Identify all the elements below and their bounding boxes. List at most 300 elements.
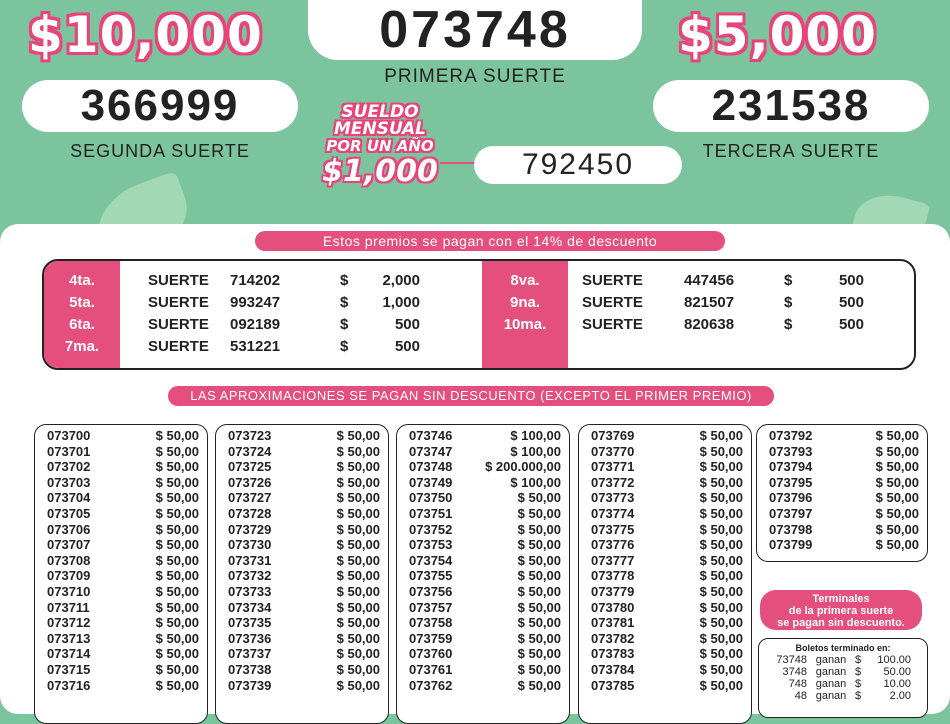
approx-amount: $ 50,00 xyxy=(875,443,919,459)
approx-row xyxy=(409,444,561,460)
approx-row xyxy=(591,444,743,460)
approx-row xyxy=(769,537,919,553)
approx-row xyxy=(769,522,919,538)
approx-row xyxy=(228,522,380,538)
approx-number: 073758 xyxy=(409,615,453,631)
minor-prize-amount: 1,000 xyxy=(382,293,420,311)
monthly-salary-line2: MENSUAL xyxy=(333,119,427,139)
approx-amount: $ 50,00 xyxy=(155,474,199,490)
approx-row xyxy=(591,568,743,584)
approx-row xyxy=(591,506,743,522)
monthly-salary-badge xyxy=(310,104,450,189)
approx-number: 073734 xyxy=(228,599,272,615)
approx-amount: $ 50,00 xyxy=(875,521,919,537)
approx-row xyxy=(769,459,919,475)
minor-prize-word: SUERTE xyxy=(148,293,209,311)
approx-row xyxy=(409,459,561,475)
approx-row xyxy=(591,522,743,538)
approx-number: 073735 xyxy=(228,615,272,631)
approx-amount: $ 50,00 xyxy=(336,630,380,646)
terminal-amount: 10.00 xyxy=(883,678,911,690)
minor-prize-row xyxy=(482,269,912,291)
approx-amount: $ 50,00 xyxy=(517,537,561,553)
terminal-currency: $ xyxy=(855,690,862,702)
approx-row xyxy=(409,428,561,444)
approx-amount: $ 50,00 xyxy=(699,428,743,443)
approx-row xyxy=(769,444,919,460)
approx-row xyxy=(47,631,199,647)
approx-number: 073739 xyxy=(228,677,272,693)
minor-prize-word: SUERTE xyxy=(148,315,209,333)
approx-amount: $ 50,00 xyxy=(336,537,380,553)
approx-amount: $ 50,00 xyxy=(336,568,380,584)
approx-number: 073798 xyxy=(769,521,813,537)
approx-number: 073702 xyxy=(47,459,91,475)
minor-prize-currency: $ xyxy=(340,293,349,311)
approx-number: 073795 xyxy=(769,474,813,490)
approx-amount: $ 50,00 xyxy=(336,521,380,537)
approx-row xyxy=(591,584,743,600)
minor-prize-row xyxy=(44,269,482,291)
approx-row xyxy=(47,662,199,678)
minor-prize-ordinal: 8va. xyxy=(510,271,540,289)
approx-number: 073757 xyxy=(409,599,453,615)
approx-amount: $ 50,00 xyxy=(155,505,199,521)
approx-row xyxy=(591,631,743,647)
approx-amount: $ 50,00 xyxy=(517,677,561,693)
approx-number: 073712 xyxy=(47,615,91,631)
approx-number: 073783 xyxy=(591,646,635,662)
minor-prize-currency: $ xyxy=(784,315,793,333)
approx-number: 073716 xyxy=(47,677,91,693)
approx-amount: $ 50,00 xyxy=(155,443,199,459)
approx-row xyxy=(769,506,919,522)
approx-number: 073776 xyxy=(591,537,635,553)
approx-number: 073775 xyxy=(591,521,635,537)
terminal-word: ganan xyxy=(815,654,847,666)
approx-row xyxy=(769,490,919,506)
approx-amount: $ 50,00 xyxy=(699,443,743,459)
approx-number: 073799 xyxy=(769,537,813,553)
terminals-header: Boletos terminado en: xyxy=(795,643,891,653)
minor-prize-amount: 500 xyxy=(838,271,864,289)
approx-row xyxy=(47,506,199,522)
approx-row xyxy=(47,537,199,553)
approx-row xyxy=(409,553,561,569)
approx-number: 073707 xyxy=(47,537,91,553)
terminal-currency: $ xyxy=(855,654,862,666)
approx-amount: $ 50,00 xyxy=(155,552,199,568)
approx-number: 073796 xyxy=(769,490,813,506)
approx-amount: $ 50,00 xyxy=(699,459,743,475)
approx-number: 073793 xyxy=(769,443,813,459)
approx-number: 073761 xyxy=(409,661,453,677)
terminals-note-line2: de la primera suerte xyxy=(788,605,894,617)
approx-row xyxy=(591,475,743,491)
minor-prize-ordinal: 4ta. xyxy=(69,271,95,289)
terminal-digits: 3748 xyxy=(782,666,807,678)
approx-number: 073794 xyxy=(769,459,813,475)
approx-row xyxy=(228,568,380,584)
monthly-salary-number: 792450 xyxy=(521,148,635,181)
minor-prizes-right xyxy=(482,269,912,335)
approx-amount: $ 50,00 xyxy=(336,490,380,506)
approx-number: 073782 xyxy=(591,630,635,646)
approx-row xyxy=(47,522,199,538)
minor-prize-amount: 500 xyxy=(394,315,420,333)
approx-number: 073726 xyxy=(228,474,272,490)
approx-amount: $ 50,00 xyxy=(699,583,743,599)
approx-number: 073705 xyxy=(47,505,91,521)
approx-amount: $ 50,00 xyxy=(336,443,380,459)
approx-row xyxy=(47,428,199,444)
approx-number: 073779 xyxy=(591,583,635,599)
approx-row xyxy=(47,600,199,616)
approx-number: 073753 xyxy=(409,537,453,553)
approx-row xyxy=(591,553,743,569)
minor-prize-ordinal: 9na. xyxy=(509,293,540,311)
approx-amount: $ 50,00 xyxy=(517,599,561,615)
approx-row xyxy=(409,522,561,538)
minor-prize-amount: 500 xyxy=(838,293,864,311)
approx-amount: $ 50,00 xyxy=(155,568,199,584)
terminals-note xyxy=(760,590,922,630)
approx-row xyxy=(228,490,380,506)
terminal-amount: 2.00 xyxy=(889,690,911,702)
terminal-word: ganan xyxy=(815,666,847,678)
third-prize-number: 231538 xyxy=(711,81,871,130)
approx-amount: $ 50,00 xyxy=(155,630,199,646)
minor-prize-currency: $ xyxy=(340,337,349,355)
approx-row xyxy=(47,444,199,460)
approx-number: 073785 xyxy=(591,677,635,693)
minor-prize-word: SUERTE xyxy=(582,271,643,289)
approx-number: 073773 xyxy=(591,490,635,506)
approx-amount: $ 50,00 xyxy=(155,677,199,693)
minor-prize-word: SUERTE xyxy=(148,337,209,355)
second-prize-label: SEGUNDA SUERTE xyxy=(70,141,250,161)
terminal-row xyxy=(759,690,927,702)
approx-number: 073759 xyxy=(409,630,453,646)
minor-prize-row xyxy=(44,291,482,313)
minor-prize-amount: 500 xyxy=(838,315,864,333)
terminal-digits: 48 xyxy=(794,690,807,702)
approx-amount: $ 50,00 xyxy=(875,428,919,443)
approx-amount: $ 50,00 xyxy=(517,490,561,506)
approx-amount: $ 50,00 xyxy=(699,646,743,662)
approx-amount: $ 50,00 xyxy=(699,490,743,506)
approx-amount: $ 50,00 xyxy=(517,630,561,646)
approx-amount: $ 50,00 xyxy=(336,661,380,677)
approx-row xyxy=(47,475,199,491)
approx-amount: $ 50,00 xyxy=(875,505,919,521)
first-prize-label: PRIMERA SUERTE xyxy=(384,66,566,87)
approx-amount: $ 50,00 xyxy=(699,505,743,521)
approx-amount: $ 50,00 xyxy=(155,583,199,599)
approx-row xyxy=(228,662,380,678)
approx-row xyxy=(228,615,380,631)
approx-column xyxy=(396,424,570,724)
approx-number: 073769 xyxy=(591,428,635,443)
approx-number: 073778 xyxy=(591,568,635,584)
minor-prize-ordinal: 7ma. xyxy=(64,337,100,355)
minor-prize-ordinal: 10ma. xyxy=(503,315,547,333)
first-prize-number-pill xyxy=(308,0,642,60)
minor-prize-row xyxy=(482,313,912,335)
minor-prize-currency: $ xyxy=(340,271,349,289)
approx-amount: $ 50,00 xyxy=(336,459,380,475)
approx-row xyxy=(228,459,380,475)
approx-row xyxy=(409,662,561,678)
approx-row xyxy=(409,678,561,694)
approx-number: 073736 xyxy=(228,630,272,646)
approx-number: 073723 xyxy=(228,428,272,443)
approx-row xyxy=(409,584,561,600)
approx-amount: $ 50,00 xyxy=(336,599,380,615)
discount-banner: Estos premios se pagan con el 14% de descuento xyxy=(255,231,725,251)
minor-prize-word: SUERTE xyxy=(148,271,209,289)
terminals-note-line3: se pagan sin descuento. xyxy=(777,617,905,629)
approx-row xyxy=(591,490,743,506)
approx-row xyxy=(228,444,380,460)
approx-amount: $ 50,00 xyxy=(336,552,380,568)
approx-row xyxy=(228,428,380,444)
second-prize-number: 366999 xyxy=(80,81,240,130)
approx-row xyxy=(47,678,199,694)
approx-row xyxy=(591,459,743,475)
approx-amount: $ 50,00 xyxy=(155,428,199,443)
approximations-banner: LAS APROXIMACIONES SE PAGAN SIN DESCUENTO (EXCEPTO EL PRIMER PREMIO) xyxy=(168,386,774,406)
approx-row xyxy=(228,678,380,694)
terminal-row xyxy=(759,654,927,666)
approx-number: 073727 xyxy=(228,490,272,506)
approx-amount: $ 50,00 xyxy=(155,599,199,615)
approx-amount: $ 50,00 xyxy=(517,615,561,631)
approx-amount: $ 50,00 xyxy=(875,474,919,490)
approx-number: 073700 xyxy=(47,428,91,443)
approx-number: 073703 xyxy=(47,474,91,490)
approx-row xyxy=(409,506,561,522)
approx-amount: $ 100,00 xyxy=(510,428,561,443)
approx-number: 073772 xyxy=(591,474,635,490)
approx-amount: $ 50,00 xyxy=(699,521,743,537)
minor-prize-word: SUERTE xyxy=(582,293,643,311)
approx-number: 073715 xyxy=(47,661,91,677)
minor-prizes-left xyxy=(44,269,482,357)
approx-amount: $ 50,00 xyxy=(517,505,561,521)
approx-number: 073729 xyxy=(228,521,272,537)
monthly-salary-line3: POR UN AÑO xyxy=(326,137,434,155)
approx-number: 073792 xyxy=(769,428,813,443)
approx-number: 073701 xyxy=(47,443,91,459)
approx-number: 073752 xyxy=(409,521,453,537)
approx-amount: $ 50,00 xyxy=(155,459,199,475)
minor-prize-ordinal: 5ta. xyxy=(69,293,95,311)
minor-prize-amount: 2,000 xyxy=(382,271,420,289)
approx-row xyxy=(228,537,380,553)
terminal-currency: $ xyxy=(855,666,862,678)
approx-row xyxy=(591,537,743,553)
minor-prize-amount: 500 xyxy=(394,337,420,355)
approx-amount: $ 50,00 xyxy=(517,583,561,599)
approx-number: 073771 xyxy=(591,459,635,475)
approx-amount: $ 50,00 xyxy=(155,661,199,677)
second-prize-number-pill xyxy=(22,80,298,132)
approx-amount: $ 50,00 xyxy=(699,615,743,631)
approx-row xyxy=(409,537,561,553)
minor-prize-row xyxy=(44,313,482,335)
approx-amount: $ 50,00 xyxy=(336,677,380,693)
terminals-box xyxy=(758,638,928,718)
approx-row xyxy=(409,646,561,662)
approx-amount: $ 50,00 xyxy=(155,521,199,537)
terminal-row xyxy=(759,678,927,690)
approx-number: 073750 xyxy=(409,490,453,506)
approx-number: 073708 xyxy=(47,552,91,568)
terminal-amount: 100.00 xyxy=(877,654,911,666)
approx-row xyxy=(228,600,380,616)
approx-row xyxy=(47,490,199,506)
approx-amount: $ 50,00 xyxy=(699,677,743,693)
approx-number: 073728 xyxy=(228,505,272,521)
minor-prize-currency: $ xyxy=(784,271,793,289)
approx-number: 073755 xyxy=(409,568,453,584)
terminal-digits: 748 xyxy=(788,678,807,690)
approx-number: 073733 xyxy=(228,583,272,599)
approx-number: 073756 xyxy=(409,583,453,599)
approx-amount: $ 50,00 xyxy=(699,568,743,584)
approx-amount: $ 50,00 xyxy=(699,552,743,568)
terminal-word: ganan xyxy=(815,678,847,690)
approx-amount: $ 50,00 xyxy=(517,521,561,537)
third-prize-number-pill xyxy=(653,80,929,132)
approx-number: 073706 xyxy=(47,521,91,537)
approx-row xyxy=(47,615,199,631)
approx-number: 073737 xyxy=(228,646,272,662)
minor-prize-number: 821507 xyxy=(684,293,735,311)
approx-amount: $ 50,00 xyxy=(155,646,199,662)
minor-prize-number: 714202 xyxy=(230,271,281,289)
approx-number: 073780 xyxy=(591,599,635,615)
minor-prize-number: 447456 xyxy=(684,271,735,289)
approx-amount: $ 50,00 xyxy=(699,661,743,677)
approx-amount: $ 50,00 xyxy=(699,474,743,490)
approx-number: 073724 xyxy=(228,443,272,459)
approx-amount: $ 50,00 xyxy=(699,537,743,553)
approx-row xyxy=(47,553,199,569)
approx-amount: $ 50,00 xyxy=(336,615,380,631)
approx-number: 073714 xyxy=(47,646,91,662)
approx-row xyxy=(228,506,380,522)
approx-amount: $ 50,00 xyxy=(155,490,199,506)
approx-row xyxy=(47,646,199,662)
approx-row xyxy=(228,475,380,491)
minor-prize-word: SUERTE xyxy=(582,315,643,333)
approx-number: 073730 xyxy=(228,537,272,553)
approx-row xyxy=(409,600,561,616)
approx-row xyxy=(228,584,380,600)
monthly-salary-number-pill xyxy=(474,146,682,184)
terminal-row xyxy=(759,666,927,678)
minor-prizes-table xyxy=(42,259,916,370)
approx-column xyxy=(756,424,928,562)
approx-row xyxy=(228,553,380,569)
approx-number: 073725 xyxy=(228,459,272,475)
minor-prize-ordinal: 6ta. xyxy=(69,315,95,333)
approx-number: 073751 xyxy=(409,505,453,521)
terminal-digits: 73748 xyxy=(776,654,807,666)
third-prize-label: TERCERA SUERTE xyxy=(702,141,880,161)
approx-row xyxy=(409,615,561,631)
approx-number: 073704 xyxy=(47,490,91,506)
approx-row xyxy=(769,475,919,491)
approx-amount: $ 50,00 xyxy=(336,583,380,599)
approx-amount: $ 50,00 xyxy=(517,661,561,677)
approx-row xyxy=(591,662,743,678)
approx-amount: $ 50,00 xyxy=(875,459,919,475)
terminals-note-line1: Terminales xyxy=(812,593,870,605)
approx-row xyxy=(409,475,561,491)
approx-row xyxy=(228,631,380,647)
approx-row xyxy=(591,428,743,444)
approx-row xyxy=(591,646,743,662)
terminal-currency: $ xyxy=(855,678,862,690)
minor-prize-currency: $ xyxy=(784,293,793,311)
approx-number: 073762 xyxy=(409,677,453,693)
approx-amount: $ 50,00 xyxy=(875,490,919,506)
approx-amount: $ 50,00 xyxy=(336,428,380,443)
approx-number: 073784 xyxy=(591,661,635,677)
approx-number: 073770 xyxy=(591,443,635,459)
approx-number: 073710 xyxy=(47,583,91,599)
terminal-word: ganan xyxy=(815,690,847,702)
approx-amount: $ 100,00 xyxy=(510,474,561,490)
approx-number: 073774 xyxy=(591,505,635,521)
approx-amount: $ 50,00 xyxy=(336,646,380,662)
minor-prize-number: 092189 xyxy=(230,315,281,333)
approx-number: 073754 xyxy=(409,552,453,568)
minor-prize-currency: $ xyxy=(340,315,349,333)
approx-amount: $ 100,00 xyxy=(510,443,561,459)
approx-number: 073711 xyxy=(47,599,90,615)
approx-column xyxy=(34,424,208,724)
approx-row xyxy=(591,678,743,694)
approx-number: 073777 xyxy=(591,552,635,568)
approx-amount: $ 50,00 xyxy=(155,537,199,553)
approx-number: 073781 xyxy=(591,615,635,631)
approx-amount: $ 50,00 xyxy=(517,646,561,662)
approx-row xyxy=(47,584,199,600)
approx-number: 073732 xyxy=(228,568,272,584)
approx-number: 073748 xyxy=(409,459,453,475)
terminals-rows xyxy=(759,654,927,702)
approx-amount: $ 200.000,00 xyxy=(485,459,561,475)
approx-amount: $ 50,00 xyxy=(336,474,380,490)
approx-number: 073747 xyxy=(409,443,453,459)
approx-amount: $ 50,00 xyxy=(517,552,561,568)
approx-row xyxy=(769,428,919,444)
approx-row xyxy=(228,646,380,662)
approx-number: 073738 xyxy=(228,661,272,677)
minor-prize-row xyxy=(482,291,912,313)
approx-amount: $ 50,00 xyxy=(155,615,199,631)
minor-prize-row xyxy=(44,335,482,357)
minor-prize-number: 993247 xyxy=(230,293,281,311)
approx-row xyxy=(591,615,743,631)
approx-number: 073709 xyxy=(47,568,91,584)
approx-row xyxy=(409,568,561,584)
approx-row xyxy=(47,459,199,475)
